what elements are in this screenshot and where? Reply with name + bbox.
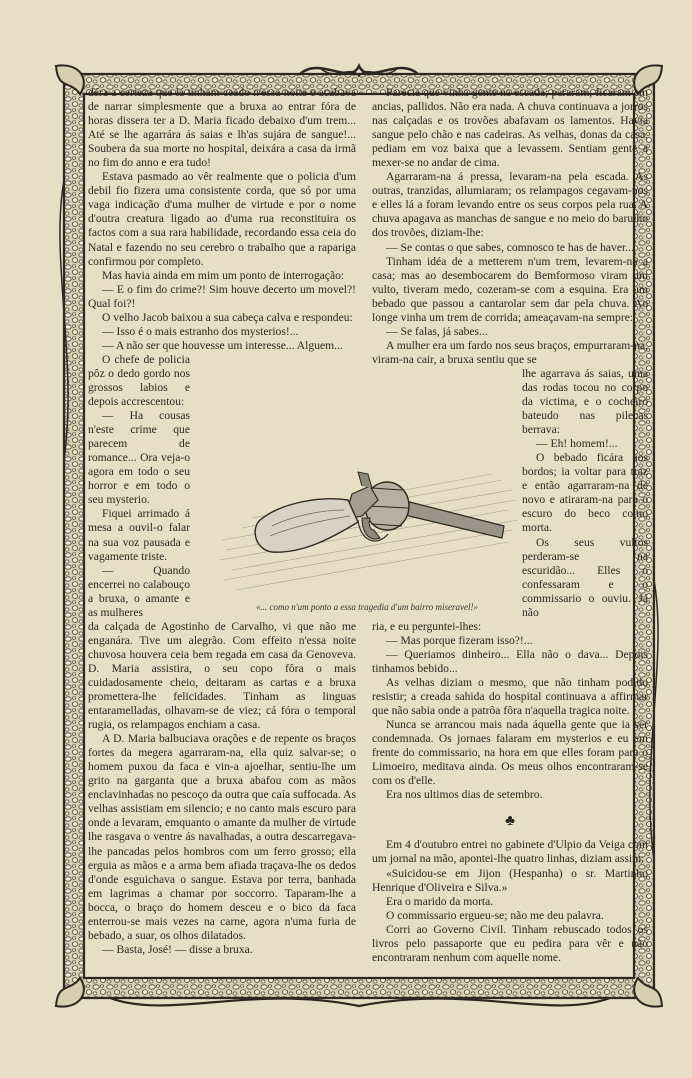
left-column-bottom (88, 620, 356, 957)
right-column-final (372, 838, 648, 964)
paragraph: lhe agarrava ás saias, uma das rodas tocou no corpo da victima, e o cocheiro bateudo nas pilecas berrava: (522, 366, 648, 437)
paragraph: A mulher era um fardo nos seus braços, empurraram-na, viram-na cair, a bruxa sentiu que se (372, 338, 648, 366)
paragraph: Os seus vultos perderam-se na escuridão... Elles o confessaram e o commissario o ouviu. Já não (522, 535, 648, 619)
paragraph: — Ha cousas n'este crime que parecem de romance... Ora veja-o agora em todo o seu horror e em todo o seu mysterio. (88, 409, 190, 507)
paragraph: — Queriamos dinheiro... Ella não o dava... Depois tinhamos bebido... (372, 647, 648, 675)
revolver-icon (212, 430, 524, 600)
paragraph: — Mas porque fizeram isso?!... (386, 633, 533, 647)
paragraph: O chefe de policia pôz o dedo gordo nos grossos labios e depois accrescentou: (88, 352, 190, 409)
paragraph: Agarraram-na á pressa, levaram-na pela escada. As outras, tranzidas, allumiaram; os relampagos cegavam-nos e elles lá a foram levando entre os seus corpos pela rua. A chuva apagava as manchas de sangue e no meio do barulho dos trovões, diziam-lhe: (372, 170, 648, 240)
paragraph: A D. Maria balbuciava orações e de repente os braços fortes da megera agarraram-na, ella quiz salvar-se; o homem puxou da faca e vin-a ajoelhar, sentiu-lhe um grito na garganta que a bruxa abafou com as mãos enclavinhadas no pescoço da outra que caía suffocada. As velhas assistiam em silencio; e no canto mais escuro para onde a levaram, emquanto o amante da mulher de virtude lhe rasgava o ventre ás navalhadas, a outra descarregava-lhe pancadas pelos hombros com um ferro grosso; ella erguia as mãos e a arma bem afiada traçava-lhe os dedos d'onde esguichava o sangue. Estava por terra, banhada em lagrimas a chamar por soccorro. Taparam-lhe a bocca, o braço do homem desceu e o bico da faca enterrou-se mais vezes na carne, agora n'uma furia de bebado, a suar, os olhos dilatados. (88, 732, 356, 942)
paragraph: — Basta, José! — disse a bruxa. (102, 942, 253, 956)
left-column-top (88, 86, 356, 353)
paragraph: «Suicidou-se em Jijon (Hespanha) o sr. Martinho Henrique d'Oliveira e Silva.» (372, 866, 648, 894)
paragraph: déra a certeza que lá tinham ceado n'essa noite e acabava de narrar simplesmente que a bruxa ao entrar fóra de horas dissera ter a D. Maria ficado debaixo d'um trem... Até se lhe agarrára ás saias e lh'as sujára de sangue!... Soubera da sua morte no hospital, deixára a casa da irmã no fim do anno e era tudo! (88, 86, 356, 170)
club-ornament-icon: ♣ (505, 813, 515, 830)
paragraph: Era nos ultimos dias de setembro. (386, 788, 543, 802)
right-column-top (372, 86, 648, 367)
figure-caption: «... como n'um ponto a essa tragedia d'um bairro miseravel!» (256, 602, 478, 612)
paragraph: As velhas diziam o mesmo, que não tinham podido resistir; a creada sahida do hospital continuava a affirmar que não sabia onde a patrôa fôra n'aquella tragica noite. (372, 675, 648, 718)
paragraph: — Isso é o mais estranho dos mysterios!... (102, 324, 299, 338)
paragraph: Corri ao Governo Civil. Tinham rebuscado todos os livros pelo passaporte que eu pedira para vêr e não encontraram nenhum com aquelle nome. (372, 922, 648, 964)
right-column-bottom (372, 620, 648, 803)
paragraph: — Se contas o que sabes, comnosco te has de haver... (386, 240, 634, 254)
right-column-wrap (522, 367, 648, 620)
revolver-illustration (212, 430, 524, 618)
paragraph: da calçada de Agostinho de Carvalho, vi que não me enganára. Tive um alegrão. Com effeito n'essa noite chuvosa houvera ceia bem regada em casa da Genoveva. D. Maria assistira, o seu copo fôra o mais cuidadosamente cheio, deitaram as cartas e a bruxa promettera-lhe felicidades. Tinham as linguas entaramelladas, olhavam-se de viez; cá fóra o temporal rugia, os relampagos enchiam a casa. (88, 619, 356, 732)
paragraph: Parecia que vinha gente na escada; pararam, ficaram em ancias, pallidos. Não era nada. A chuva continuava a jorros nas calçadas e os trovões abafavam os lamentos. Havia sangue pelo chão e nas cadeiras. As velhas, donas da casa, pediam em voz baixa que a levassem. Sentiam gente a mexer-se no andar de cima. (372, 86, 648, 170)
paragraph: Era o marido da morta. (386, 894, 494, 908)
paragraph: O velho Jacob baixou a sua cabeça calva e respondeu: (102, 310, 353, 324)
paragraph: Nunca se arrancou mais nada áquella gente que ia ser condemnada. Os jornaes falaram em mysterios e eu em frente do commissario, na hora em que elles foram para o Limoeiro, meditava ainda. Os meus olhos encontraram-se com os d'elle. (372, 718, 648, 788)
paragraph: Tinham idéa de a metterem n'um trem, levarem-na a casa; mas ao desembocarem do Bemformoso viram um vulto, tiveram medo, cozeram-se com a esquina. Era um bebado que passou a cantarolar sem dar pela chuva. Ao longe vinha um trem de corrida; ameaçavam-na sempre: (372, 254, 648, 324)
paragraph: Em 4 d'outubro entrei no gabinete d'Ulpio da Veiga com um jornal na mão, apontei-lhe quatro linhas, diziam assim: (372, 838, 648, 866)
paragraph: Mas havia ainda em mim um ponto de interrogação: (102, 268, 345, 282)
paragraph: — Se falas, já sabes... (386, 324, 488, 338)
paragraph: — Quando encerrei no calabouço a bruxa, o amante e as mulheres (88, 563, 190, 619)
paragraph: — A não ser que houvesse um interesse... Alguem... (102, 338, 343, 352)
paragraph: Estava pasmado ao vêr realmente que o policia d'um debil fio fizera uma consistente corda, que só por uma vaga indicação d'uma mulher de virtude e por o nome d'outra creatura ligado ao d'uma rua reconstituira os factos com a sua rara habilidade, recordando essa ceia do Natal e fazendo no seu cerebro o trabalho que a rapariga confirmou por completo. (88, 170, 356, 268)
paragraph: — E o fim do crime?! Sim houve decerto um movel?! Qual foi?! (88, 282, 356, 310)
paragraph: — Eh! homem!... (536, 437, 618, 451)
paragraph: O bebado ficára aos bordos; ia voltar para traz e então agarraram-na de novo e atiraram-na para o escuro do beco como morta. (522, 451, 648, 535)
paragraph: Fiquei arrimado á mesa a ouvil-o falar na sua voz pausada e vagamente triste. (88, 507, 190, 563)
paragraph: O commissario ergueu-se; não me deu palavra. (386, 908, 604, 922)
left-column-wrap (88, 353, 190, 620)
paragraph: ria, e eu perguntei-lhes: (372, 619, 482, 633)
